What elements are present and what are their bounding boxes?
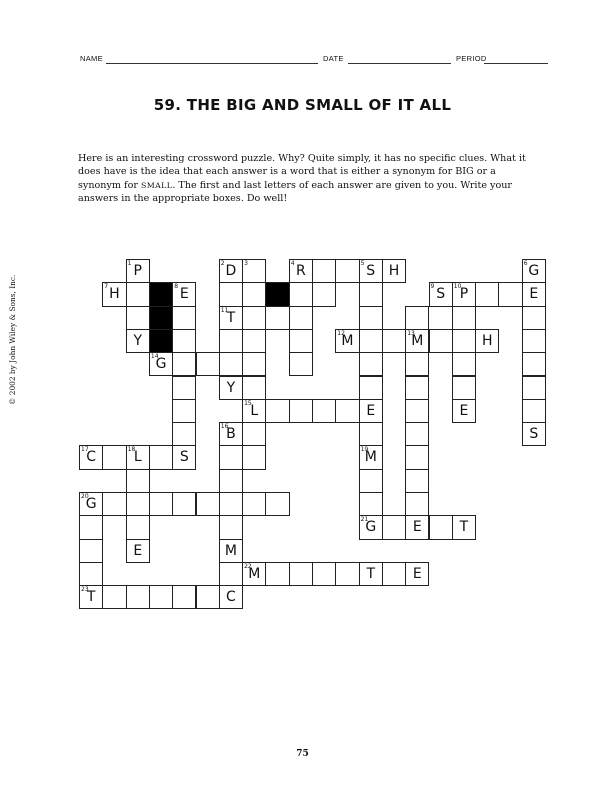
given-letter: C — [226, 589, 236, 606]
crossword-cell[interactable] — [289, 352, 313, 376]
clue-number: 19 — [360, 446, 369, 454]
given-letter: E — [412, 519, 422, 536]
crossword-cell[interactable] — [405, 352, 429, 376]
crossword-cell[interactable] — [452, 329, 476, 353]
crossword-cell[interactable] — [219, 492, 243, 516]
given-letter: H — [109, 286, 120, 303]
crossword-cell[interactable] — [289, 329, 313, 353]
clue-number: 7 — [104, 283, 109, 291]
clue-number: 10 — [453, 283, 462, 291]
crossword-cell[interactable] — [522, 306, 546, 330]
crossword-cell[interactable] — [242, 376, 266, 400]
crossword-cell[interactable] — [79, 562, 103, 586]
given-letter: M — [411, 332, 424, 349]
given-letter: G — [85, 496, 97, 512]
crossword-cell[interactable] — [452, 399, 476, 423]
crossword-cell[interactable] — [196, 352, 220, 376]
crossword-cell[interactable] — [126, 585, 150, 609]
crossword-cell[interactable] — [312, 259, 336, 283]
crossword-cell[interactable] — [359, 469, 383, 493]
given-letter: B — [226, 426, 236, 443]
crossword-cell[interactable] — [382, 329, 406, 353]
crossword-cell[interactable] — [475, 282, 499, 306]
instructions — [78, 152, 538, 206]
crossword-cell[interactable] — [289, 562, 313, 586]
given-letter: M — [224, 542, 237, 559]
crossword-cell[interactable] — [219, 585, 243, 609]
crossword-cell[interactable] — [289, 259, 313, 283]
crossword-cell[interactable] — [359, 329, 383, 353]
clue-number: 20 — [81, 493, 89, 500]
given-letter: H — [481, 332, 493, 349]
given-letter: Y — [226, 379, 236, 396]
crossword-cell[interactable] — [172, 329, 196, 353]
crossword-cell[interactable] — [219, 282, 243, 306]
crossword-cell[interactable] — [126, 282, 150, 306]
given-letter: T — [86, 589, 96, 606]
given-letter: G — [528, 263, 540, 279]
crossword-cell[interactable] — [359, 399, 383, 423]
page-title: 59. THE BIG AND SMALL OF IT ALL — [153, 96, 452, 114]
clue-number: 18 — [127, 446, 136, 454]
instructions-part1: Here is an interesting crossword puzzle. Why? Quite simply, it has no specific clues. What it does have is the idea that each answer is a word that is either a synonym for BIG or a synonym for — [78, 153, 526, 191]
crossword-cell[interactable] — [126, 329, 150, 353]
crossword-cell[interactable] — [429, 515, 453, 539]
crossword-cell[interactable] — [219, 259, 243, 283]
crossword-cell[interactable] — [335, 329, 359, 353]
crossword-cell[interactable] — [126, 539, 150, 563]
crossword-cell[interactable] — [265, 562, 289, 586]
black-square — [149, 306, 173, 330]
clue-number: 23 — [81, 586, 89, 594]
crossword-cell[interactable] — [265, 492, 289, 516]
crossword-cell[interactable] — [382, 515, 406, 539]
crossword-cell[interactable] — [405, 422, 429, 446]
given-letter: S — [529, 426, 539, 443]
crossword-cell[interactable] — [522, 259, 546, 283]
crossword-cell[interactable] — [312, 399, 336, 423]
header-line — [80, 54, 548, 68]
given-letter: G — [155, 356, 167, 373]
crossword-cell[interactable] — [102, 445, 126, 469]
crossword-cell[interactable] — [219, 562, 243, 586]
crossword-cell[interactable] — [359, 515, 383, 539]
crossword-cell[interactable] — [242, 445, 266, 469]
instructions-part2: . The first and last letters of each answer are given to you. Write your answers in the appropriate boxes. Do well! — [78, 179, 513, 205]
crossword-cell[interactable] — [219, 539, 243, 563]
given-letter: E — [412, 565, 422, 582]
crossword-cell[interactable] — [405, 469, 429, 493]
crossword-cell[interactable] — [219, 329, 243, 353]
period-field[interactable] — [484, 63, 548, 64]
crossword-cell[interactable] — [475, 329, 499, 353]
crossword-cell[interactable] — [405, 376, 429, 400]
given-letter: T — [459, 519, 469, 536]
crossword-cell[interactable] — [265, 306, 289, 330]
crossword-cell[interactable] — [149, 585, 173, 609]
crossword-cell[interactable] — [242, 306, 266, 330]
given-letter: C — [86, 449, 97, 466]
crossword-cell[interactable] — [522, 282, 546, 306]
given-letter: S — [436, 286, 446, 303]
given-letter: P — [133, 263, 142, 279]
clue-number: 14 — [150, 353, 159, 361]
crossword-cell[interactable] — [359, 562, 383, 586]
crossword-cell[interactable] — [359, 445, 383, 469]
given-letter: S — [179, 449, 189, 466]
date-label: DATE — [323, 54, 344, 63]
clue-number: 11 — [220, 306, 229, 314]
crossword-cell[interactable] — [219, 422, 243, 446]
crossword-cell[interactable] — [149, 445, 173, 469]
black-square — [149, 329, 173, 353]
crossword-cell[interactable] — [452, 352, 476, 376]
crossword-cell[interactable] — [452, 306, 476, 330]
date-field[interactable] — [348, 63, 451, 64]
crossword-cell[interactable] — [126, 515, 150, 539]
crossword-cell[interactable] — [498, 282, 522, 306]
crossword-cell[interactable] — [79, 515, 103, 539]
crossword-cell[interactable] — [359, 306, 383, 330]
given-letter: D — [225, 263, 237, 279]
name-label: NAME — [80, 54, 103, 63]
crossword-cell[interactable] — [172, 352, 196, 376]
crossword-cell[interactable] — [452, 282, 476, 306]
crossword-cell[interactable] — [219, 469, 243, 493]
crossword-cell[interactable] — [79, 492, 103, 516]
page-number: 75 — [296, 749, 309, 759]
clue-number: 2 — [220, 260, 225, 267]
crossword-cell[interactable] — [172, 422, 196, 446]
crossword-cell[interactable] — [242, 259, 266, 283]
crossword-cell[interactable] — [359, 282, 383, 306]
crossword-cell[interactable] — [359, 492, 383, 516]
crossword-cell[interactable] — [405, 329, 429, 353]
crossword-cell[interactable] — [79, 585, 103, 609]
crossword-cell[interactable] — [172, 399, 196, 423]
clue-number: 6 — [523, 260, 528, 267]
given-letter: R — [295, 263, 306, 279]
crossword-cell[interactable] — [429, 282, 453, 306]
crossword-cell[interactable] — [429, 329, 453, 353]
clue-number: 9 — [430, 283, 435, 291]
copyright-notice: © 2002 by John Wiley & Sons, Inc. — [8, 274, 17, 405]
crossword-cell[interactable] — [242, 399, 266, 423]
crossword-cell[interactable] — [335, 562, 359, 586]
crossword-cell[interactable] — [382, 562, 406, 586]
crossword-cell[interactable] — [335, 399, 359, 423]
crossword-cell[interactable] — [522, 399, 546, 423]
given-letter: H — [388, 263, 400, 279]
given-letter: E — [179, 286, 189, 303]
crossword-cell[interactable] — [522, 329, 546, 353]
clue-number: 12 — [337, 329, 345, 337]
crossword-cell[interactable] — [219, 306, 243, 330]
crossword-cell[interactable] — [172, 445, 196, 469]
crossword-cell[interactable] — [102, 282, 126, 306]
crossword-cell[interactable] — [242, 352, 266, 376]
crossword-cell[interactable] — [242, 329, 266, 353]
crossword-cell[interactable] — [312, 282, 336, 306]
given-letter: M — [341, 332, 354, 349]
crossword-cell[interactable] — [196, 492, 220, 516]
crossword-cell[interactable] — [405, 515, 429, 539]
crossword-cell[interactable] — [242, 422, 266, 446]
given-letter: M — [364, 449, 377, 466]
crossword-cell[interactable] — [242, 492, 266, 516]
crossword-cell[interactable] — [452, 515, 476, 539]
crossword-cell[interactable] — [149, 492, 173, 516]
given-letter: G — [365, 519, 377, 536]
crossword-cell[interactable] — [126, 259, 150, 283]
crossword-cell[interactable] — [172, 282, 196, 306]
crossword-cell[interactable] — [219, 352, 243, 376]
given-letter: E — [133, 542, 143, 559]
clue-number: 13 — [407, 329, 415, 337]
crossword-cell[interactable] — [219, 515, 243, 539]
crossword-cell[interactable] — [172, 492, 196, 516]
crossword-cell[interactable] — [79, 445, 103, 469]
crossword-cell[interactable] — [405, 445, 429, 469]
given-letter: S — [366, 263, 376, 279]
crossword-cell[interactable] — [405, 306, 429, 330]
crossword-cell[interactable] — [359, 376, 383, 400]
clue-number: 3 — [244, 260, 248, 267]
crossword-cell[interactable] — [149, 352, 173, 376]
crossword-cell[interactable] — [196, 585, 220, 609]
crossword-cell[interactable] — [289, 282, 313, 306]
crossword-cell[interactable] — [382, 259, 406, 283]
crossword-cell[interactable] — [219, 445, 243, 469]
given-letter: T — [226, 309, 236, 326]
given-letter: M — [248, 565, 261, 582]
crossword-cell[interactable] — [79, 539, 103, 563]
crossword-cell[interactable] — [102, 492, 126, 516]
crossword-cell[interactable] — [126, 306, 150, 330]
given-letter: E — [366, 402, 376, 419]
crossword-cell[interactable] — [312, 562, 336, 586]
crossword-cell[interactable] — [172, 306, 196, 330]
crossword-cell[interactable] — [265, 399, 289, 423]
crossword-cell[interactable] — [289, 399, 313, 423]
crossword-cell[interactable] — [102, 585, 126, 609]
given-letter: L — [250, 402, 259, 419]
crossword-cell[interactable] — [289, 306, 313, 330]
crossword-cell[interactable] — [405, 492, 429, 516]
crossword-cell[interactable] — [172, 376, 196, 400]
clue-number: 1 — [127, 260, 132, 267]
given-letter: E — [529, 286, 539, 303]
given-letter: E — [459, 402, 469, 419]
given-letter: L — [133, 449, 142, 466]
crossword-cell[interactable] — [522, 352, 546, 376]
small-word: SMALL — [141, 180, 173, 190]
crossword-cell[interactable] — [405, 562, 429, 586]
crossword-cell[interactable] — [522, 422, 546, 446]
crossword-cell[interactable] — [126, 445, 150, 469]
crossword-cell[interactable] — [359, 422, 383, 446]
clue-number: 15 — [244, 399, 252, 407]
crossword-cell[interactable] — [405, 399, 429, 423]
clue-number: 8 — [174, 283, 179, 291]
crossword-cell[interactable] — [126, 492, 150, 516]
clue-number: 4 — [290, 260, 295, 267]
given-letter: Y — [133, 332, 143, 349]
crossword-cell[interactable] — [126, 469, 150, 493]
name-field[interactable] — [106, 63, 318, 64]
crossword-cell[interactable] — [219, 376, 243, 400]
clue-number: 16 — [220, 423, 229, 431]
clue-number: 22 — [244, 562, 252, 570]
crossword-cell[interactable] — [335, 259, 359, 283]
black-square — [149, 282, 173, 306]
clue-number: 5 — [360, 260, 365, 267]
crossword-cell[interactable] — [452, 376, 476, 400]
crossword-cell[interactable] — [242, 562, 266, 586]
given-letter: P — [459, 286, 469, 303]
clue-number: 17 — [81, 446, 89, 454]
crossword-cell[interactable] — [359, 259, 383, 283]
crossword-cell[interactable] — [172, 585, 196, 609]
period-label: PERIOD — [456, 54, 487, 63]
given-letter: T — [366, 565, 376, 582]
clue-number: 21 — [360, 516, 369, 524]
black-square — [265, 282, 289, 306]
crossword-cell[interactable] — [359, 352, 383, 376]
crossword-cell[interactable] — [522, 376, 546, 400]
